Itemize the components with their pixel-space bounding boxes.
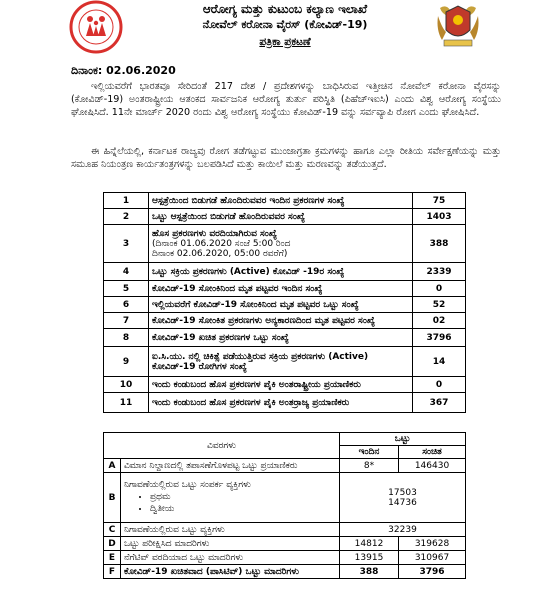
table-row: [104, 551, 466, 565]
row-value: 32239: [340, 523, 466, 537]
table-row: [104, 329, 466, 347]
row-description: ನಿಗಾವಣೆಯಲ್ಲಿರುವ ಒಟ್ಟು ವ್ಯಕ್ತಿಗಳು: [121, 523, 340, 537]
row-cumulative: 146430: [399, 459, 466, 473]
row-description-line: ದಿನಾಂಕ 02.06.2020, 05:00 ರವರೆಗೆ): [152, 248, 288, 259]
row-description-line: ಐ.ಸಿ.ಯು. ನಲ್ಲಿ ಚಿಕಿತ್ಸೆ ಪಡೆಯುತ್ತಿರುವ ಸಕ್ರಿಯ ಪ್ರಕರಣಗಳು (Active): [152, 351, 369, 362]
row-description-line: (ದಿನಾಂಕ 01.06.2020 ಸಂಜೆ 5:00 ರಿಂದ: [152, 238, 291, 249]
row-cumulative: 319628: [399, 537, 466, 551]
row-value: 52: [413, 297, 466, 313]
row-description: ಕೋವಿಡ್-19 ಸೋಂಕಿನಿಂದ ಮೃತ ಪಟ್ಟವರ ಇಂದಿನ ಸಂಖ್ಯೆ: [149, 281, 413, 297]
table-row: [104, 377, 466, 393]
table-row: [104, 473, 466, 523]
row-description: ಇಲ್ಲಿಯವರೆಗೆ ಕೋವಿಡ್-19 ಸೋಂಕಿನಿಂದ ಮೃತ ಪಟ್ಟವರ ಒಟ್ಟು ಸಂಖ್ಯೆ: [149, 297, 413, 313]
row-value: 0: [413, 281, 466, 297]
value-primary: 17503: [388, 487, 417, 498]
row-description-line: ನಿಗಾವಣೆಯಲ್ಲಿರುವ ಒಟ್ಟು ಸಂಪರ್ಕ ವ್ಯಕ್ತಿಗಳು: [124, 479, 251, 490]
row-today: 14812: [340, 537, 399, 551]
karnataka-emblem-logo: [432, 2, 484, 50]
row-number: 2: [104, 209, 149, 225]
row-number: 1: [104, 193, 149, 209]
column-header-cumulative: ಸಂಚಿತ: [399, 446, 466, 459]
row-letter: A: [104, 459, 121, 473]
row-description: ಇಂದು ಕಂಡುಬಂದ ಹೊಸ ಪ್ರಕರಣಗಳ ಪೈಕಿ ಅಂತರ್ರಾಜ್ಯ ಪ್ರಯಾಣಿಕರು: [149, 393, 413, 413]
paragraph-measures: ಈ ಹಿನ್ನೆಲೆಯಲ್ಲಿ, ಕರ್ನಾಟಕ ರಾಜ್ಯವು ರೋಗ ತಡೆಗಟ್ಟುವ ಮುಂಜಾಗ್ರತಾ ಕ್ರಮಗಳನ್ನು ಹಾಗೂ ಎಲ್ಲಾ ರೀತಿಯ ಸರ್ವೇಕ್ಷಣೆಯನ್ನು ಮತ್ತು ಸಮೂಹ ನಿಯಂತ್ರಣ ಕಾರ್ಯತಂತ್ರಗಳನ್ನು ಬಲಪಡಿಸಿದೆ ಮತ್ತು ಕಾಯಿಲೆ ಮತ್ತು ಮರಣವನ್ನು ತಡೆಯುತ್ತದೆ.: [71, 146, 501, 170]
table-row: [104, 523, 466, 537]
row-today: 8*: [340, 459, 399, 473]
column-header-today: ಇಂದಿನ: [340, 446, 399, 459]
document-type-title: ಪತ್ರಿಕಾ ಪ್ರಕಟಣೆ: [259, 36, 311, 48]
column-header-details: ವಿವರಗಳು: [104, 433, 340, 459]
row-cumulative: 3796: [399, 565, 466, 579]
row-value: 388: [413, 225, 466, 263]
row-number: 5: [104, 281, 149, 297]
row-description: ನೆಗೆಟಿವ್ ವರದಿಯಾದ ಒಟ್ಟು ಮಾದರಿಗಳು: [121, 551, 340, 565]
covid-stats-table: [103, 192, 466, 413]
paragraph-intro: ಇಲ್ಲಿಯವರೆಗೆ ಭಾರತವೂ ಸೇರಿದಂತೆ 217 ದೇಶ / ಪ್ರದೇಶಗಳನ್ನು ಬಾಧಿಸಿರುವ ಇತ್ತೀಚಿನ ನೋವೆಲ್ ಕರೋನಾ ವೈರಸನ್ನು (ಕೋವಿಡ್-19) ಅಂತರಾಷ್ಟ್ರೀಯ ಆತಂಕದ ಸಾರ್ವಜನಿಕ ಆರೋಗ್ಯ ತುರ್ತು ಪರಿಸ್ಥಿತಿ (ಪಿಹೆಚ್ಇಐಸಿ) ಎಂದು ವಿಶ್ವ ಆರೋಗ್ಯ ಸಂಸ್ಥೆಯು ಘೋಷಿಸಿದೆ. 11ನೇ ಮಾರ್ಚ್ 2020 ರಂದು ವಿಶ್ವ ಆರೋಗ್ಯ ಸಂಸ್ಥೆಯು ಕೋವಿಡ್-19 ವನ್ನು ಸರ್ವವ್ಯಾಪಿ ರೋಗ ಎಂದು ಘೋಷಿಸಿದೆ.: [71, 81, 501, 118]
table-row: [104, 459, 466, 473]
row-value: 2339: [413, 263, 466, 281]
row-today: 388: [340, 565, 399, 579]
row-value: 3796: [413, 329, 466, 347]
row-today: 13915: [340, 551, 399, 565]
row-number: 3: [104, 225, 149, 263]
row-description-line: ಹೊಸ ಪ್ರಕರಣಗಳು ವರದಿಯಾಗಿರುವ ಸಂಖ್ಯೆ: [152, 228, 277, 239]
table-header-row: [104, 433, 466, 446]
table-row: [104, 209, 466, 225]
row-value: 0: [413, 377, 466, 393]
row-value: 75: [413, 193, 466, 209]
row-description: ವಿಮಾನ ನಿಲ್ದಾಣದಲ್ಲಿ ತಪಾಸಣೆಗೊಳಪಟ್ಟ ಒಟ್ಟು ಪ್ರಯಾಣಿಕರು: [121, 459, 340, 473]
row-value: 14: [413, 347, 466, 377]
release-date: ದಿನಾಂಕ: 02.06.2020: [71, 64, 176, 77]
column-header-total: ಒಟ್ಟು: [340, 433, 466, 446]
row-description: [149, 347, 413, 377]
row-number: 9: [104, 347, 149, 377]
table-row: [104, 537, 466, 551]
row-number: 6: [104, 297, 149, 313]
table-row: [104, 263, 466, 281]
row-value: 02: [413, 313, 466, 329]
table-row: [104, 393, 466, 413]
row-number: 7: [104, 313, 149, 329]
national-health-mission-logo: [62, 0, 130, 54]
list-item: • ದ್ವಿತೀಯ: [150, 504, 336, 514]
table-row: [104, 565, 466, 579]
department-title: ಆರೋಗ್ಯ ಮತ್ತು ಕುಟುಂಬ ಕಲ್ಯಾಣ ಇಲಾಖೆ: [202, 2, 368, 16]
row-cumulative: 310967: [399, 551, 466, 565]
surveillance-table: [103, 432, 466, 579]
row-letter: B: [104, 473, 121, 523]
row-description: [149, 225, 413, 263]
row-letter: F: [104, 565, 121, 579]
row-description: ಒಟ್ಟು ಸಕ್ರಿಯ ಪ್ರಕರಣಗಳು (Active) ಕೋವಿಡ್ -19ರ ಸಂಖ್ಯೆ: [149, 263, 413, 281]
row-number: 10: [104, 377, 149, 393]
value-secondary: 14736: [388, 497, 417, 508]
row-value: 367: [413, 393, 466, 413]
subject-title: ನೋವೆಲ್ ಕರೋನಾ ವೈರಸ್ (ಕೋವಿಡ್-19): [202, 18, 368, 31]
table-row: [104, 297, 466, 313]
row-description: ಕೋವಿಡ್-19 ಖಚಿತ ಪ್ರಕರಣಗಳ ಒಟ್ಟು ಸಂಖ್ಯೆ: [149, 329, 413, 347]
table-row: [104, 347, 466, 377]
row-description: ಆಸ್ಪತ್ರೆಯಿಂದ ಬಿಡುಗಡೆ ಹೊಂದಿರುವವರ ಇಂದಿನ ಪ್ರಕರಣಗಳ ಸಂಖ್ಯೆ: [149, 193, 413, 209]
row-values: [340, 473, 466, 523]
row-description: ಒಟ್ಟು ಆಸ್ಪತ್ರೆಯಿಂದ ಬಿಡುಗಡೆ ಹೊಂದಿರುವವರ ಸಂಖ್ಯೆ: [149, 209, 413, 225]
contact-list: [124, 492, 336, 514]
row-number: 8: [104, 329, 149, 347]
row-description-line: ಕೋವಿಡ್-19 ರೋಗಿಗಳ ಸಂಖ್ಯೆ: [152, 361, 247, 372]
table-row: [104, 313, 466, 329]
table-row: [104, 281, 466, 297]
row-description: [121, 473, 340, 523]
row-letter: E: [104, 551, 121, 565]
row-letter: D: [104, 537, 121, 551]
row-number: 4: [104, 263, 149, 281]
table-row: [104, 193, 466, 209]
row-number: 11: [104, 393, 149, 413]
row-value: 1403: [413, 209, 466, 225]
list-item: • ಪ್ರಥಮ: [150, 492, 336, 502]
table-row: [104, 225, 466, 263]
row-description: ಒಟ್ಟು ಪರೀಕ್ಷಿಸಿದ ಮಾದರಿಗಳು: [121, 537, 340, 551]
row-description: ಕೋವಿಡ್-19 ಸೋಂಕಿತ ಪ್ರಕರಣಗಳು ಅನ್ಯಕಾರಣದಿಂದ ಮೃತ ಪಟ್ಟವರ ಸಂಖ್ಯೆ: [149, 313, 413, 329]
row-description: ಕೋವಿಡ್-19 ಖಚಿತವಾದ (ಪಾಸಿಟಿವ್) ಒಟ್ಟು ಮಾದರಿಗಳು: [121, 565, 340, 579]
row-letter: C: [104, 523, 121, 537]
row-description: ಇಂದು ಕಂಡುಬಂದ ಹೊಸ ಪ್ರಕರಣಗಳ ಪೈಕಿ ಅಂತರಾಷ್ಟ್ರೀಯ ಪ್ರಯಾಣಿಕರು: [149, 377, 413, 393]
